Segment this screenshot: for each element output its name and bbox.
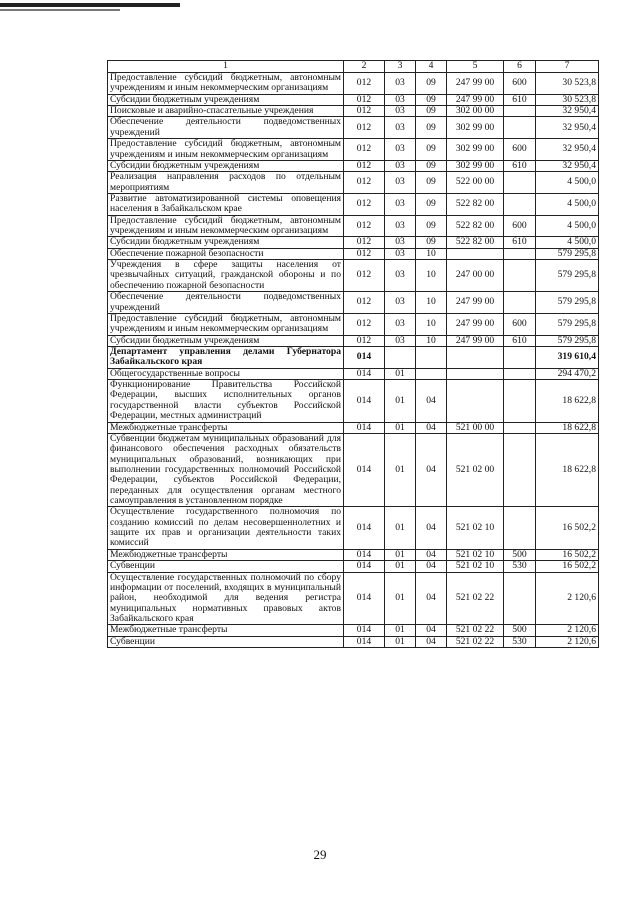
target-article-code: 521 02 10 [447,549,504,560]
amount: 16 502,2 [536,549,599,560]
expense-type-code [504,346,536,368]
header-cell: 2 [344,61,385,73]
department-code: 012 [344,335,385,346]
expense-type-code: 610 [504,160,536,171]
department-code: 014 [344,433,385,507]
department-code: 012 [344,94,385,105]
expense-name: Обеспечение пожарной безопасности [108,248,344,259]
section-code: 01 [385,380,416,422]
section-code: 01 [385,572,416,625]
section-code: 03 [385,248,416,259]
section-code: 03 [385,260,416,292]
subsection-code: 09 [416,139,447,161]
expense-type-code: 500 [504,625,536,636]
section-code: 03 [385,193,416,215]
table-row [108,346,599,368]
amount: 32 950,4 [536,139,599,161]
subsection-code [416,346,447,368]
expense-type-code: 530 [504,636,536,647]
expense-type-code [504,172,536,194]
target-article-code: 302 99 00 [447,117,504,139]
expense-name: Межбюджетные трансферты [108,549,344,560]
table-row [108,117,599,139]
expense-type-code [504,422,536,433]
amount: 579 295,8 [536,248,599,259]
expense-type-code: 530 [504,561,536,572]
department-code: 014 [344,636,385,647]
subsection-code: 09 [416,73,447,95]
amount: 2 120,6 [536,625,599,636]
table-row [108,636,599,647]
subsection-code: 09 [416,117,447,139]
section-code: 03 [385,335,416,346]
target-article-code: 247 99 00 [447,94,504,105]
target-article-code: 522 82 00 [447,193,504,215]
scan-artifact-line-thin [0,9,120,11]
scan-artifact-line [0,3,180,7]
section-code: 03 [385,313,416,335]
expense-type-code [504,260,536,292]
department-code: 014 [344,380,385,422]
amount: 294 470,2 [536,368,599,379]
amount: 2 120,6 [536,572,599,625]
subsection-code: 10 [416,313,447,335]
expense-type-code [504,106,536,117]
target-article-code [447,380,504,422]
expense-type-code [504,507,536,549]
table-row [108,237,599,248]
target-article-code: 521 02 10 [447,507,504,549]
subsection-code: 04 [416,625,447,636]
amount: 319 610,4 [536,346,599,368]
department-code: 014 [344,346,385,368]
target-article-code: 521 02 22 [447,572,504,625]
section-code: 01 [385,422,416,433]
expense-name: Предоставление субсидий бюджетным, автономным учреждениям и иным некоммерческим организациям [108,215,344,237]
table-row [108,561,599,572]
target-article-code [447,248,504,259]
target-article-code: 521 02 22 [447,625,504,636]
section-code: 03 [385,172,416,194]
amount: 4 500,0 [536,193,599,215]
table-row [108,422,599,433]
target-article-code: 302 99 00 [447,139,504,161]
expense-type-code: 600 [504,139,536,161]
amount: 32 950,4 [536,117,599,139]
header-cell: 6 [504,61,536,73]
expense-name: Предоставление субсидий бюджетным, автономным учреждениям и иным некоммерческим организациям [108,139,344,161]
table-row [108,215,599,237]
subsection-code: 10 [416,292,447,314]
section-code: 03 [385,73,416,95]
amount: 16 502,2 [536,507,599,549]
amount: 579 295,8 [536,313,599,335]
expense-type-code: 610 [504,237,536,248]
expense-name: Обеспечение деятельности подведомственных учреждений [108,292,344,314]
amount: 30 523,8 [536,73,599,95]
table-row [108,292,599,314]
subsection-code: 09 [416,160,447,171]
amount: 18 622,8 [536,433,599,507]
department-code: 012 [344,215,385,237]
table-row [108,625,599,636]
subsection-code: 09 [416,215,447,237]
subsection-code: 10 [416,260,447,292]
target-article-code: 522 82 00 [447,215,504,237]
header-cell: 1 [108,61,344,73]
department-code: 012 [344,73,385,95]
department-code: 014 [344,368,385,379]
header-row [108,61,599,73]
target-article-code [447,368,504,379]
subsection-code: 10 [416,248,447,259]
expense-type-code: 600 [504,313,536,335]
expense-type-code [504,248,536,259]
expense-name: Реализация направления расходов по отдельным мероприятиям [108,172,344,194]
subsection-code: 04 [416,549,447,560]
department-code: 014 [344,572,385,625]
target-article-code: 247 99 00 [447,292,504,314]
expense-name: Осуществление государственного полномочия по созданию комиссий по делам несовершеннолетних и защите их прав и организации деятельности таких комиссий [108,507,344,549]
department-code: 012 [344,172,385,194]
subsection-code: 04 [416,561,447,572]
expense-type-code: 600 [504,73,536,95]
subsection-code: 04 [416,422,447,433]
department-code: 012 [344,117,385,139]
expense-name: Субвенции [108,561,344,572]
section-code [385,346,416,368]
section-code: 03 [385,106,416,117]
table-row [108,139,599,161]
amount: 18 622,8 [536,422,599,433]
budget-table [107,60,599,648]
table-row [108,433,599,507]
subsection-code: 09 [416,237,447,248]
expense-type-code [504,292,536,314]
amount: 16 502,2 [536,561,599,572]
amount: 579 295,8 [536,260,599,292]
subsection-code: 09 [416,94,447,105]
expense-type-code: 600 [504,215,536,237]
department-code: 012 [344,193,385,215]
department-code: 012 [344,237,385,248]
section-code: 03 [385,117,416,139]
expense-name: Предоставление субсидий бюджетным, автономным учреждениям и иным некоммерческим организациям [108,73,344,95]
amount: 4 500,0 [536,237,599,248]
expense-name: Межбюджетные трансферты [108,625,344,636]
amount: 32 950,4 [536,160,599,171]
expense-type-code [504,433,536,507]
subsection-code: 04 [416,380,447,422]
expense-type-code [504,380,536,422]
subsection-code: 09 [416,193,447,215]
target-article-code: 522 82 00 [447,237,504,248]
section-code: 03 [385,160,416,171]
amount: 4 500,0 [536,172,599,194]
expense-type-code [504,368,536,379]
table-row [108,260,599,292]
subsection-code: 10 [416,335,447,346]
table-row [108,248,599,259]
section-code: 01 [385,507,416,549]
expense-type-code: 500 [504,549,536,560]
target-article-code: 521 02 00 [447,433,504,507]
subsection-code: 04 [416,507,447,549]
expense-name: Субсидии бюджетным учреждениям [108,94,344,105]
expense-name: Субсидии бюджетным учреждениям [108,335,344,346]
table-row [108,380,599,422]
department-code: 014 [344,625,385,636]
section-code: 01 [385,625,416,636]
department-code: 012 [344,106,385,117]
expense-type-code [504,572,536,625]
expense-name: Департамент управления делами Губернатора Забайкальского края [108,346,344,368]
table-row [108,73,599,95]
section-code: 03 [385,215,416,237]
amount: 579 295,8 [536,292,599,314]
expense-name: Субвенции [108,636,344,647]
table-row [108,313,599,335]
department-code: 014 [344,422,385,433]
department-code: 012 [344,160,385,171]
expense-name: Обеспечение деятельности подведомственных учреждений [108,117,344,139]
expense-type-code [504,117,536,139]
expense-name: Субсидии бюджетным учреждениям [108,160,344,171]
expense-name: Субвенции бюджетам муниципальных образований для финансового обеспечения расходных обязательств муниципальных образований, возникающих при выполнении государственных полномочий Российской Федерации, субъектов Российской Федерации, переданных для осуществления органам местного самоуправления в установленном порядке [108,433,344,507]
table-row [108,106,599,117]
table-row [108,160,599,171]
target-article-code: 247 99 00 [447,313,504,335]
target-article-code: 302 00 00 [447,106,504,117]
section-code: 03 [385,292,416,314]
header-cell: 7 [536,61,599,73]
expense-name: Межбюджетные трансферты [108,422,344,433]
section-code: 03 [385,139,416,161]
department-code: 012 [344,139,385,161]
amount: 2 120,6 [536,636,599,647]
target-article-code: 247 00 00 [447,260,504,292]
target-article-code: 521 02 22 [447,636,504,647]
department-code: 012 [344,292,385,314]
table-row [108,507,599,549]
table-row [108,193,599,215]
target-article-code: 302 99 00 [447,160,504,171]
subsection-code: 04 [416,636,447,647]
department-code: 012 [344,248,385,259]
target-article-code: 247 99 00 [447,335,504,346]
expense-name: Учреждения в сфере защиты населения от чрезвычайных ситуаций, гражданской обороны и по обеспечению пожарной безопасности [108,260,344,292]
table-row [108,368,599,379]
expense-name: Субсидии бюджетным учреждениям [108,237,344,248]
target-article-code [447,346,504,368]
expense-name: Общегосударственные вопросы [108,368,344,379]
table-row [108,549,599,560]
expense-name: Поисковые и аварийно-спасательные учреждения [108,106,344,117]
section-code: 01 [385,561,416,572]
expense-name: Развитие автоматизированной системы оповещения населения в Забайкальском крае [108,193,344,215]
section-code: 01 [385,433,416,507]
page-number: 29 [313,847,327,862]
department-code: 014 [344,507,385,549]
table-row [108,572,599,625]
department-code: 014 [344,561,385,572]
subsection-code [416,368,447,379]
amount: 579 295,8 [536,335,599,346]
expense-name: Осуществление государственных полномочий по сбору информации от поселений, входящих в муниципальный район, необходимой для ведения регистра муниципальных нормативных правовых актов Забайкальского края [108,572,344,625]
department-code: 012 [344,260,385,292]
section-code: 03 [385,237,416,248]
amount: 32 950,4 [536,106,599,117]
section-code: 01 [385,636,416,647]
expense-name: Функционирование Правительства Российской Федерации, высших исполнительных органов государственной власти субъектов Российской Федерации, местных администраций [108,380,344,422]
amount: 4 500,0 [536,215,599,237]
table-row [108,172,599,194]
table-row [108,335,599,346]
expense-name: Предоставление субсидий бюджетным, автономным учреждениям и иным некоммерческим организациям [108,313,344,335]
header-cell: 3 [385,61,416,73]
subsection-code: 09 [416,106,447,117]
department-code: 012 [344,313,385,335]
target-article-code: 521 02 10 [447,561,504,572]
section-code: 01 [385,368,416,379]
amount: 30 523,8 [536,94,599,105]
target-article-code: 247 99 00 [447,73,504,95]
expense-type-code: 610 [504,335,536,346]
amount: 18 622,8 [536,380,599,422]
table-row [108,94,599,105]
department-code: 014 [344,549,385,560]
subsection-code: 04 [416,433,447,507]
section-code: 03 [385,94,416,105]
section-code: 01 [385,549,416,560]
subsection-code: 09 [416,172,447,194]
expense-type-code [504,193,536,215]
subsection-code: 04 [416,572,447,625]
header-cell: 5 [447,61,504,73]
expense-type-code: 610 [504,94,536,105]
target-article-code: 522 00 00 [447,172,504,194]
target-article-code: 521 00 00 [447,422,504,433]
header-cell: 4 [416,61,447,73]
